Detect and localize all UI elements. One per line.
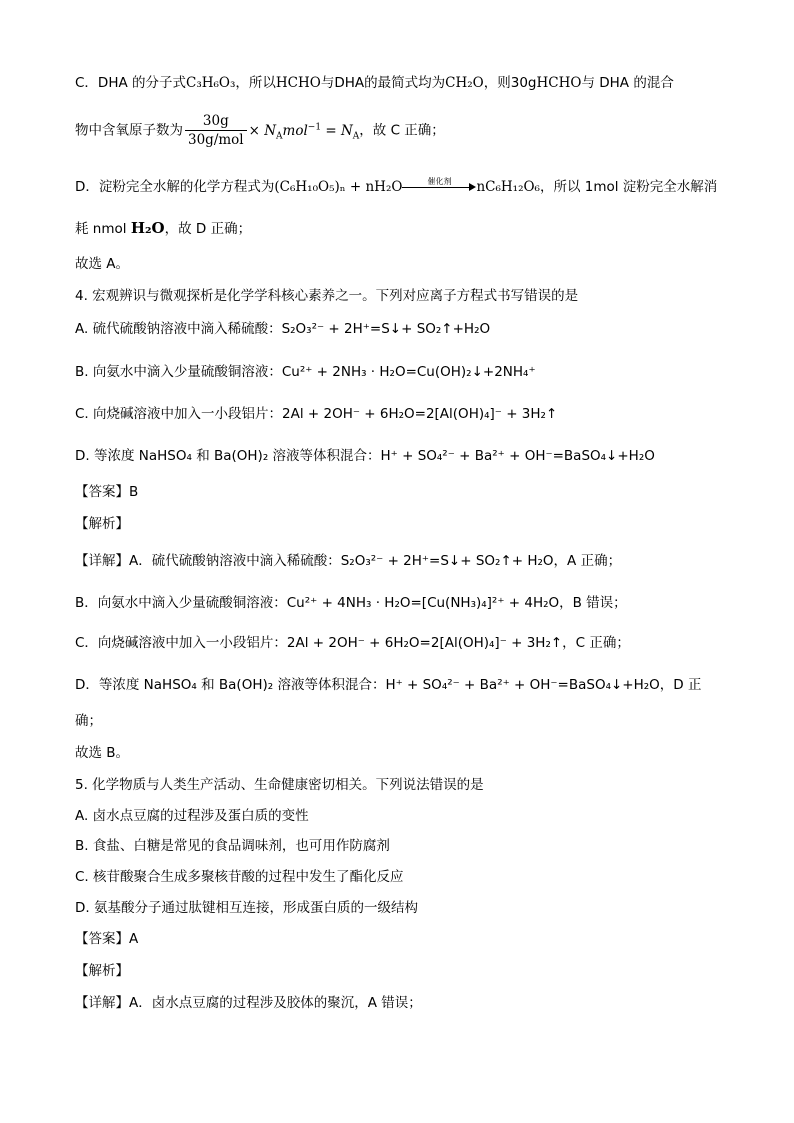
formula-h2o: H₂O (130, 219, 165, 237)
detail-4d: D．等浓度 NaHSO₄ 和 Ba(OH)₂ 溶液等体积混合：H⁺ + SO₄²⁻ + Ba²⁺ + OH⁻=BaSO₄↓+H₂O，D 正 (75, 677, 702, 693)
fraction (185, 112, 247, 149)
text: ，所以 (235, 75, 276, 91)
detail-4d-continued: 确； (75, 713, 102, 729)
option-d-line1 (75, 176, 754, 198)
question-5-option-a: A. 卤水点豆腐的过程涉及蛋白质的变性 (75, 808, 309, 824)
question-4-option-c: C. 向烧碱溶液中加入一小段铝片：2Al + 2OH⁻ + 6H₂O=2[Al(OH)₄]⁻ + 3H₂↑ (75, 406, 558, 422)
fraction-numerator: 30g (185, 112, 247, 131)
text: C．DHA 的分子式 (75, 75, 186, 91)
answer-label: 【答案】A (75, 931, 139, 947)
detail-5a: 【详解】A．卤水点豆腐的过程涉及胶体的聚沉，A 错误； (75, 995, 422, 1011)
question-4-option-d: D. 等浓度 NaHSO₄ 和 Ba(OH)₂ 溶液等体积混合：H⁺ + SO₄²⁻ + Ba²⁺ + OH⁻=BaSO₄↓+H₂O (75, 448, 655, 464)
detail-4b: B．向氨水中滴入少量硫酸铜溶液：Cu²⁺ + 4NH₃ · H₂O=[Cu(NH₃)₄]²⁺ + 4H₂O，B 错误； (75, 595, 627, 611)
question-5-option-b: B. 食盐、白糖是常见的食品调味剂，也可用作防腐剂 (75, 838, 390, 854)
reaction-arrow-icon (402, 177, 476, 194)
question-4-option-a: A. 硫代硫酸钠溶液中滴入稀硫酸：S₂O₃²⁻ + 2H⁺=S↓+ SO₂↑+H₂O (75, 321, 491, 337)
text: 耗 nmol (75, 221, 127, 237)
superscript: −1 (307, 122, 322, 132)
detail-4c: C．向烧碱溶液中加入一小段铝片：2Al + 2OH⁻ + 6H₂O=2[Al(OH)₄]⁻ + 3H₂↑，C 正确； (75, 635, 630, 651)
text: × N (248, 122, 277, 139)
analysis-label: 【解析】 (75, 516, 129, 532)
text: 与 DHA 的混合 (581, 75, 674, 91)
option-c-line2 (75, 112, 754, 149)
question-5-stem: 5. 化学物质与人类生产活动、生命健康密切相关。下列说法错误的是 (75, 777, 484, 793)
text: ，则30g (483, 75, 537, 91)
text: 的最简式均为 (364, 75, 446, 91)
text: D．淀粉完全水解的化学方程式为 (75, 179, 275, 195)
subscript: A (352, 131, 360, 142)
analysis-label: 【解析】 (75, 963, 129, 979)
formula-hcho: HCHO (536, 75, 582, 91)
option-d-line2 (75, 217, 754, 240)
arrow-label: 催化剂 (427, 177, 452, 186)
question-5-option-c: C. 核苷酸聚合生成多聚核苷酸的过程中发生了酯化反应 (75, 869, 404, 885)
conclusion-text: 故选 B。 (75, 745, 130, 761)
conclusion-text: 故选 A。 (75, 256, 130, 272)
fraction-denominator: 30g/mol (188, 132, 244, 148)
question-5-option-d: D. 氨基酸分子通过肽键相互连接，形成蛋白质的一级结构 (75, 900, 418, 916)
formula-reactants: (C₆H₁₀O₅)ₙ + nH₂O (274, 179, 403, 195)
text: DHA (334, 75, 365, 91)
question-4-stem: 4. 宏观辨识与微观探析是化学学科核心素养之一。下列对应离子方程式书写错误的是 (75, 288, 579, 304)
formula-hcho: HCHO (275, 75, 321, 91)
detail-4a: 【详解】A．硫代硫酸钠溶液中滴入稀硫酸：S₂O₃²⁻ + 2H⁺=S↓+ SO₂↑+ H₂O，A 正确； (75, 553, 622, 569)
text: ，所以 1mol 淀粉完全水解消 (539, 179, 718, 195)
text: ，故 C 正确； (359, 122, 445, 139)
text: 与 (320, 75, 335, 91)
text: mol (282, 122, 308, 139)
formula-c3h6o3: C₃H₆O₃ (186, 75, 236, 91)
formula-ch2o: CH₂O (445, 75, 484, 91)
text: = N (321, 122, 353, 139)
question-4-option-b: B. 向氨水中滴入少量硫酸铜溶液：Cu²⁺ + 2NH₃ · H₂O=Cu(OH)₂↓+2NH₄⁺ (75, 364, 536, 380)
formula-products: nC₆H₁₂O₆ (476, 179, 540, 195)
answer-label: 【答案】B (75, 484, 139, 500)
text: 物中含氧原子数为 (75, 122, 183, 139)
subscript: A (276, 131, 283, 142)
option-c-line1 (75, 72, 754, 94)
text: ，故 D 正确； (164, 221, 252, 237)
